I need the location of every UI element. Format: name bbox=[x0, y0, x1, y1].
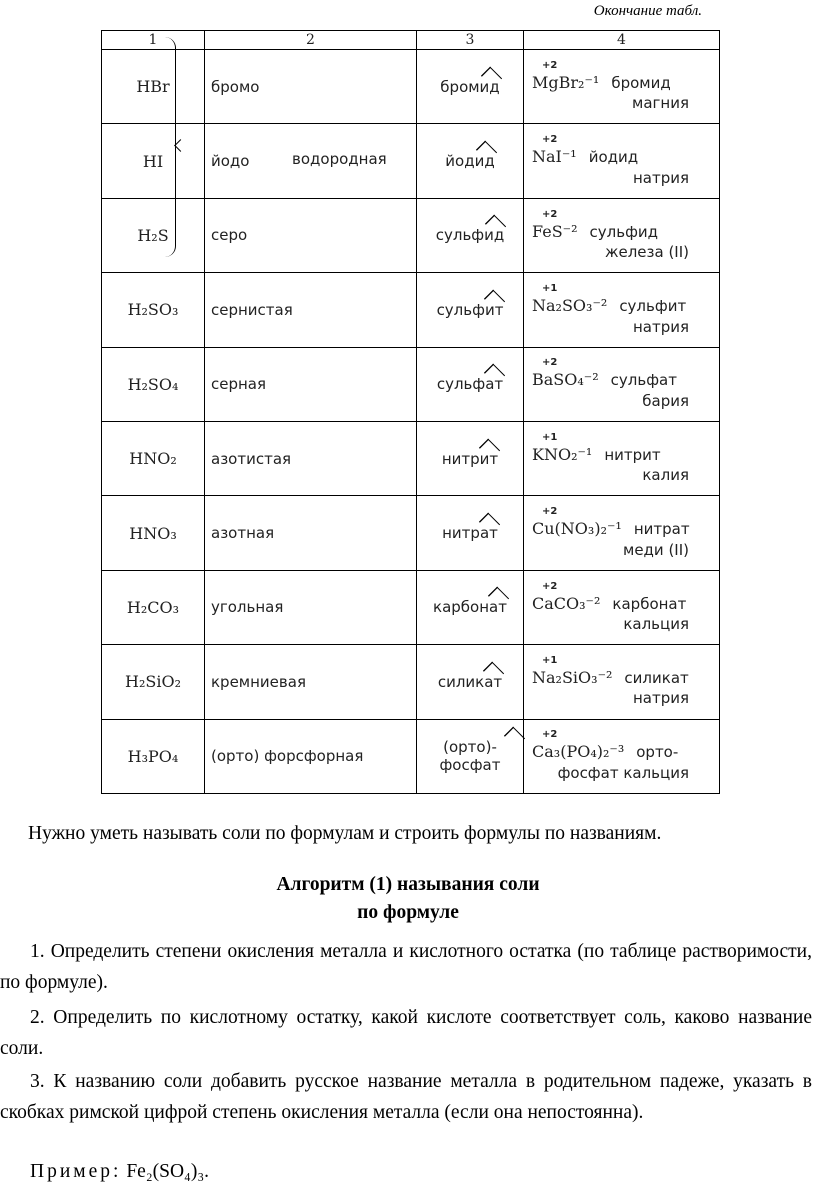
anion-suffix bbox=[417, 50, 524, 124]
acid-name: азотистая bbox=[205, 421, 417, 495]
anion-suffix-text: карбонат bbox=[433, 598, 507, 617]
salt-formula: FeS⁻² bbox=[532, 221, 578, 241]
acid-name: серо bbox=[205, 198, 417, 272]
oxidation-state: +1 bbox=[542, 431, 558, 443]
table-row bbox=[102, 124, 720, 198]
salt-name-part2: натрия bbox=[632, 168, 689, 187]
anion-suffix bbox=[417, 347, 524, 421]
table-row bbox=[102, 719, 720, 793]
salt-formula: BaSO₄⁻² bbox=[532, 370, 599, 390]
anion-suffix bbox=[417, 496, 524, 570]
column-header: 4 bbox=[524, 31, 720, 50]
table-row bbox=[102, 570, 720, 644]
example-line bbox=[30, 1158, 816, 1186]
oxidation-state: +2 bbox=[542, 134, 558, 146]
anion-suffix-text: (орто)-фосфат bbox=[417, 738, 523, 774]
salt-formula: Cu(NO₃)₂⁻¹ bbox=[532, 519, 622, 539]
salt-name-part1: сульфат bbox=[610, 371, 677, 390]
salt-name-part1: йодид bbox=[588, 148, 639, 167]
salt-name-part2: меди (II) bbox=[623, 540, 689, 559]
salt-name-part2: фосфат кальция bbox=[557, 763, 689, 782]
oxidation-state: +2 bbox=[542, 208, 558, 220]
salt-name-part2: кальция bbox=[623, 615, 689, 634]
salt-name-part2: магния bbox=[632, 94, 689, 113]
acid-formula: H₂CO₃ bbox=[102, 570, 205, 644]
salt-name-part2: железа (II) bbox=[604, 243, 689, 262]
example-label: Пример: bbox=[30, 1161, 122, 1182]
table-caption: Окончание табл. bbox=[593, 3, 702, 19]
table-row bbox=[102, 347, 720, 421]
salt-example bbox=[524, 273, 720, 347]
salt-name-part1: нитрит bbox=[604, 445, 661, 464]
anion-suffix-text: силикат bbox=[437, 672, 503, 691]
acid-formula: HNO₃ bbox=[102, 496, 205, 570]
acid-formula: H₂SO₃ bbox=[102, 273, 205, 347]
acid-formula: H₂SO₄ bbox=[102, 347, 205, 421]
acid-name: (орто) форсфорная bbox=[205, 719, 417, 793]
table-row bbox=[102, 421, 720, 495]
salt-example bbox=[524, 719, 720, 793]
acid-formula: HNO₂ bbox=[102, 421, 205, 495]
salt-name-part1: сульфид bbox=[589, 222, 659, 241]
anion-suffix bbox=[417, 198, 524, 272]
salt-example bbox=[524, 198, 720, 272]
acids-salts-table bbox=[101, 30, 720, 794]
acid-formula: HBr bbox=[102, 50, 205, 124]
salt-name-part1: нитрат bbox=[633, 520, 690, 539]
intro-text: Нужно уметь называть соли по формулам и строить формулы по названиям. bbox=[28, 823, 662, 844]
step-3: 3. К названию соли добавить русское название металла в родительном падеже, указать в скобках римской цифрой степень окисления металла (если она непостоянна). bbox=[0, 1071, 812, 1123]
oxidation-state: +1 bbox=[542, 654, 558, 666]
algorithm-title: Алгоритм (1) называния соли bbox=[276, 874, 540, 895]
salt-name-part2: натрия bbox=[632, 689, 689, 708]
salt-formula: Ca₃(PO₄)₂⁻³ bbox=[532, 742, 625, 762]
salt-name-part2: калия bbox=[642, 466, 689, 485]
table-row bbox=[102, 645, 720, 719]
acid-formula: H₃PO₄ bbox=[102, 719, 205, 793]
column-header: 3 bbox=[417, 31, 524, 50]
salt-example bbox=[524, 124, 720, 198]
salt-name-part2: натрия bbox=[632, 317, 689, 336]
anion-suffix-text: бромид bbox=[440, 77, 500, 96]
salt-formula: Na₂SiO₃⁻² bbox=[532, 667, 613, 687]
acid-formula: H₂S bbox=[102, 198, 205, 272]
step-2: 2. Определить по кислотному остатку, какой кислоте соответствует соль, каково название соли. bbox=[0, 1007, 812, 1059]
acid-name: угольная bbox=[205, 570, 417, 644]
salt-example bbox=[524, 496, 720, 570]
salt-name-part1: сульфит bbox=[619, 296, 687, 315]
anion-suffix bbox=[417, 645, 524, 719]
acid-formula: H₂SiO₂ bbox=[102, 645, 205, 719]
acid-name: йодо bbox=[205, 124, 417, 198]
oxidation-state: +2 bbox=[542, 59, 558, 71]
acid-name: серная bbox=[205, 347, 417, 421]
table-row bbox=[102, 50, 720, 124]
step-1: 1. Определить степени окисления металла и кислотного остатка (по таблице растворимости, по формуле). bbox=[0, 941, 812, 993]
anion-suffix-text: йодид bbox=[445, 152, 495, 171]
oxidation-state: +2 bbox=[542, 506, 558, 518]
table-row bbox=[102, 273, 720, 347]
anion-suffix-text: сульфит bbox=[436, 300, 504, 319]
acid-formula: HI bbox=[102, 124, 205, 198]
acid-name: бромо bbox=[205, 50, 417, 124]
salt-example bbox=[524, 645, 720, 719]
table-header-row bbox=[102, 31, 720, 50]
salt-formula: CaCO₃⁻² bbox=[532, 593, 601, 613]
algorithm-subtitle: по формуле bbox=[357, 902, 459, 923]
acid-name: кремниевая bbox=[205, 645, 417, 719]
oxidation-state: +2 bbox=[542, 357, 558, 369]
column-header: 2 bbox=[205, 31, 417, 50]
anion-suffix bbox=[417, 421, 524, 495]
salt-name-part1: силикат bbox=[624, 668, 689, 687]
salt-example bbox=[524, 421, 720, 495]
anion-suffix bbox=[417, 124, 524, 198]
anion-suffix bbox=[417, 570, 524, 644]
anion-suffix bbox=[417, 719, 524, 793]
acid-name: сернистая bbox=[205, 273, 417, 347]
salt-formula: MgBr₂⁻¹ bbox=[532, 72, 600, 92]
anion-suffix-text: сульфат bbox=[436, 375, 504, 394]
salt-formula: NaI⁻¹ bbox=[532, 147, 577, 167]
anion-suffix-text: сульфид bbox=[435, 226, 505, 245]
column-header: 1 bbox=[102, 31, 205, 50]
salt-example bbox=[524, 347, 720, 421]
salt-example bbox=[524, 570, 720, 644]
table-row bbox=[102, 496, 720, 570]
anion-suffix bbox=[417, 273, 524, 347]
example-formula: Fe₂(SO₄)₃. bbox=[126, 1161, 209, 1182]
salt-example bbox=[524, 50, 720, 124]
salt-name-part1: орто- bbox=[636, 743, 679, 762]
oxidation-state: +2 bbox=[542, 729, 558, 741]
anion-suffix-text: нитрит bbox=[441, 449, 499, 468]
salt-formula: Na₂SO₃⁻² bbox=[532, 295, 608, 315]
table-row bbox=[102, 198, 720, 272]
acid-name: азотная bbox=[205, 496, 417, 570]
salt-name-part1: бромид bbox=[611, 73, 671, 92]
salt-name-part1: карбонат bbox=[612, 594, 687, 613]
oxidation-state: +2 bbox=[542, 580, 558, 592]
salt-formula: KNO₂⁻¹ bbox=[532, 444, 593, 464]
brace-label: водородная bbox=[292, 150, 387, 168]
oxidation-state: +1 bbox=[542, 282, 558, 294]
anion-suffix-text: нитрат bbox=[442, 524, 498, 543]
salt-name-part2: бария bbox=[642, 391, 689, 410]
brace-shape bbox=[165, 37, 176, 257]
